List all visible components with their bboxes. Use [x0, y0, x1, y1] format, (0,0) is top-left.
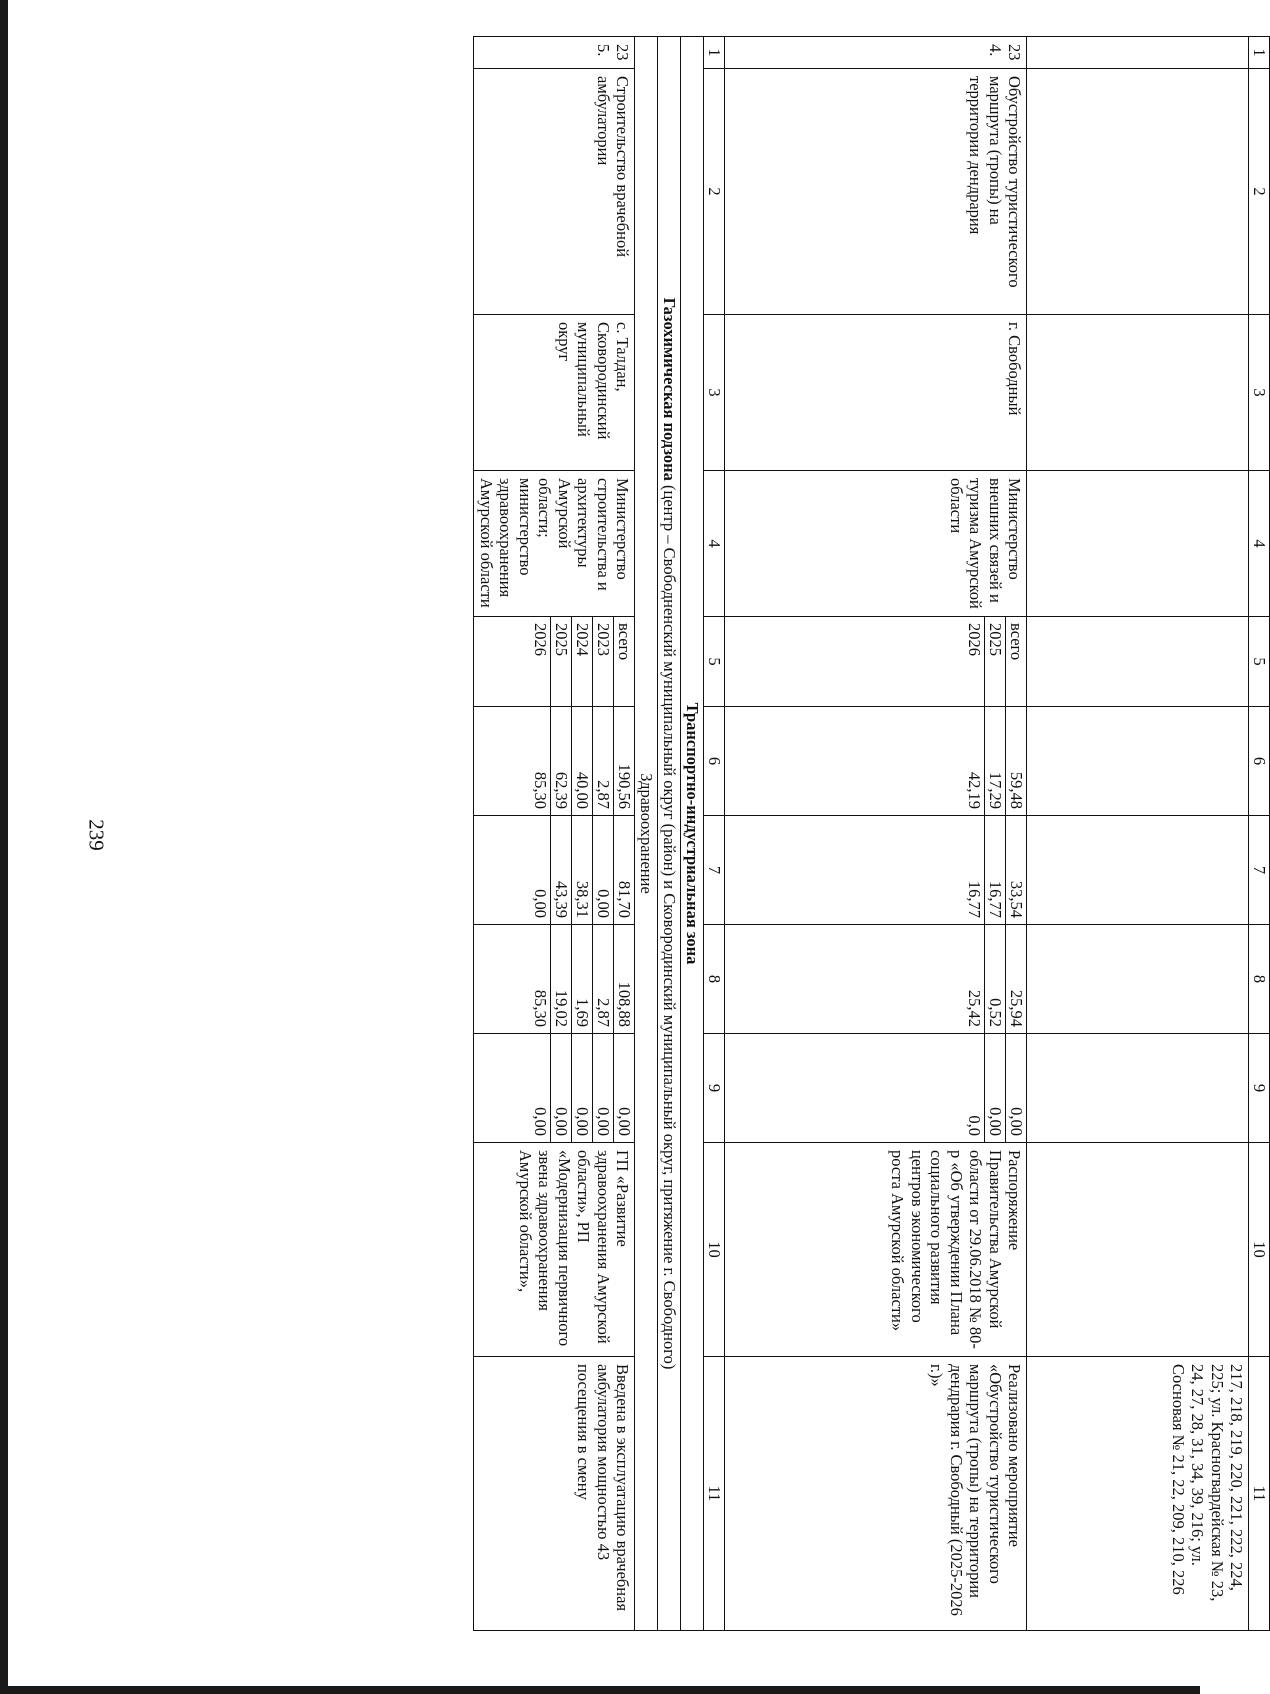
col-number: 8 [1249, 925, 1270, 1034]
event-name: Обустройство туристического маршрута (тропы) на территории дендрария [725, 69, 1027, 315]
value: 43,39 [551, 816, 572, 924]
responsible: Министерство строительства и архитектуры Амурской области; министерство здравоохранения Амурской области [474, 471, 635, 617]
col-number: 5 [704, 617, 725, 707]
header-numbers-row [1249, 37, 1270, 1631]
value: 25,42 [965, 989, 984, 1027]
col-number: 10 [704, 1143, 725, 1357]
year: 2023 [593, 617, 614, 706]
col-number: 4 [704, 471, 725, 617]
value: 0,00 [551, 1034, 572, 1142]
value: 59,48 [1006, 707, 1027, 815]
col-number: 2 [1249, 69, 1270, 315]
year: 2026 [531, 623, 550, 656]
col-number: 3 [1249, 315, 1270, 471]
col-number: 1 [704, 37, 725, 69]
col8-cell [725, 925, 1027, 1034]
value: 16,77 [965, 880, 984, 918]
table-row-235 [474, 37, 635, 1631]
value: 1,69 [572, 925, 593, 1033]
empty-cell [1027, 471, 1249, 617]
col-number: 9 [1249, 1034, 1270, 1143]
header-numbers-row-repeat [704, 37, 725, 1631]
basis: Распоряжение Правительства Амурской области от 29.06.2018 № 80-р «Об утверждении Плана социального развития центров экономического роста Амурской области» [725, 1143, 1027, 1357]
col9-cell [474, 1034, 635, 1143]
value: 33,54 [1006, 816, 1027, 924]
value: 85,30 [531, 771, 550, 809]
zone-title-row [681, 37, 704, 1631]
value: 42,19 [965, 771, 984, 809]
empty-cell [1027, 37, 1249, 69]
table-row-234 [725, 37, 1027, 1631]
location: с. Талдан, Сковородинский муниципальный округ [474, 315, 635, 471]
value: 0,52 [985, 925, 1006, 1033]
value: 0,00 [593, 1034, 614, 1142]
subzone-title: Газохимическая подзона [660, 297, 679, 481]
col6-cell [474, 707, 635, 816]
value: 2,87 [593, 925, 614, 1033]
scan-edge-bottom [0, 1686, 1200, 1694]
col7-cell [725, 816, 1027, 925]
empty-cell [1027, 315, 1249, 471]
col6-cell [725, 707, 1027, 816]
zone-title: Транспортно-индустриальная зона [683, 702, 702, 965]
col-number: 6 [704, 707, 725, 816]
document-table-area [192, 36, 1270, 1630]
result: Реализовано мероприятие «Обустройство туристического маршрута (тропы) на территории дендрария г. Свободный (2025-2026 г.)» [725, 1357, 1027, 1631]
responsible: Министерство внешних связей и туризма Амурской области [725, 471, 1027, 617]
value: 62,39 [551, 707, 572, 815]
empty-cell [1027, 816, 1249, 925]
col-number: 8 [704, 925, 725, 1034]
col-number: 10 [1249, 1143, 1270, 1357]
empty-cell [1027, 925, 1249, 1034]
years-cell [474, 617, 635, 707]
empty-cell [1027, 69, 1249, 315]
col8-cell [474, 925, 635, 1034]
col-number: 11 [1249, 1357, 1270, 1631]
value: 0,00 [531, 1107, 550, 1136]
empty-cell [1027, 1143, 1249, 1357]
value: 17,29 [985, 707, 1006, 815]
value: 0,00 [985, 1034, 1006, 1142]
year: 2024 [572, 617, 593, 706]
year: всего [614, 617, 635, 706]
col-number: 11 [704, 1357, 725, 1631]
value: 0,00 [1006, 1034, 1027, 1142]
year: всего [1006, 617, 1027, 706]
col-number: 6 [1249, 707, 1270, 816]
col-number: 7 [704, 816, 725, 925]
result-cell: 217, 218, 219, 220, 221, 222, 224, 225; ул. Красногвардейская № 23, 24, 27, 28, 31, 34, 39, 216; ул. Сосновая № 21, 22, 209, 210, 226 [1027, 1357, 1249, 1631]
program-table [473, 36, 1270, 1631]
value: 38,31 [572, 816, 593, 924]
scan-edge-left [0, 0, 8, 1694]
row-number: 235. [474, 37, 635, 69]
empty-cell [1027, 1034, 1249, 1143]
subzone-row [658, 37, 681, 1631]
table-row-continued [1027, 37, 1249, 1631]
event-name: Строительство врачебной амбулатории [474, 69, 635, 315]
col-number: 1 [1249, 37, 1270, 69]
page-number-text: 239 [84, 819, 109, 851]
row-number: 234. [725, 37, 1027, 69]
value: 190,56 [614, 707, 635, 815]
location: г. Свободный [725, 315, 1027, 471]
col-number: 3 [704, 315, 725, 471]
value: 19,02 [551, 925, 572, 1033]
col9-cell [725, 1034, 1027, 1143]
col-number: 9 [704, 1034, 725, 1143]
col-number: 2 [704, 69, 725, 315]
subzone-description: (центр – Свободненский муниципальный округ (район) и Сковородинский муниципальный округ, притяжение г. Свободного) [660, 480, 679, 1370]
value: 0,00 [593, 816, 614, 924]
empty-cell [1027, 707, 1249, 816]
value: 0,00 [614, 1034, 635, 1142]
value: 0,0 [965, 1115, 984, 1136]
value: 2,87 [593, 707, 614, 815]
result: Введена в эксплуатацию врачебная амбулатория мощностью 43 посещения в смену [474, 1357, 635, 1631]
col-number: 5 [1249, 617, 1270, 707]
col7-cell [474, 816, 635, 925]
years-cell [725, 617, 1027, 707]
col-number: 7 [1249, 816, 1270, 925]
section-row [635, 37, 658, 1631]
year: 2025 [985, 617, 1006, 706]
value: 85,30 [531, 989, 550, 1027]
value: 0,00 [572, 1034, 593, 1142]
empty-cell [1027, 617, 1249, 707]
year: 2025 [551, 617, 572, 706]
rotated-table-container [192, 36, 1270, 1630]
section-title: Здравоохранение [635, 37, 658, 1631]
value: 40,00 [572, 707, 593, 815]
year: 2026 [965, 623, 984, 656]
value: 81,70 [614, 816, 635, 924]
value: 0,00 [531, 889, 550, 918]
value: 108,88 [614, 925, 635, 1033]
value: 16,77 [985, 816, 1006, 924]
basis: ГП «Развитие здравоохранения Амурской области», РП «Модернизация первичного звена здравоохранения Амурской области», [474, 1143, 635, 1357]
col-number: 4 [1249, 471, 1270, 617]
value: 25,94 [1006, 925, 1027, 1033]
